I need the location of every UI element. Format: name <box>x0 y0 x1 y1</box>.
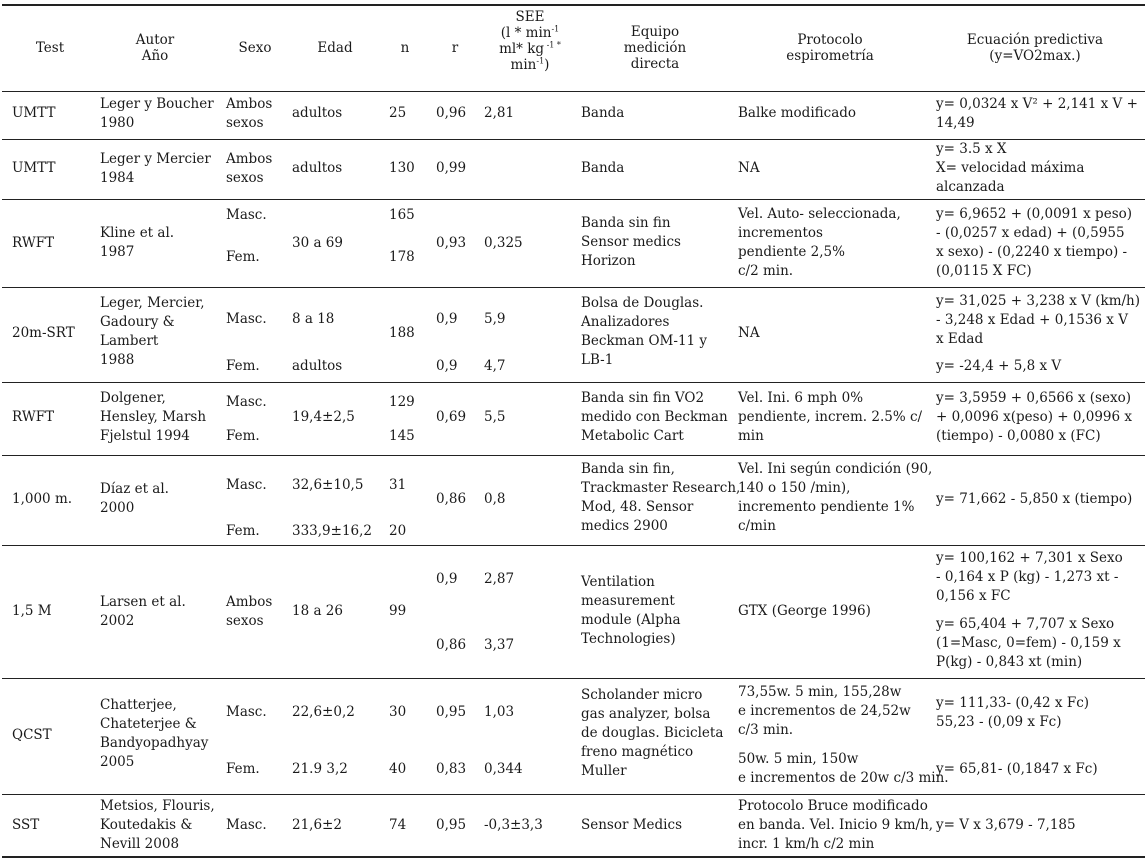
cell-r: 0,95 <box>436 817 467 833</box>
cell-n: 178 <box>389 249 415 265</box>
row-rule <box>2 455 1145 456</box>
header-see-line: SEE <box>515 9 545 25</box>
line: Metsios, Flouris, <box>100 798 215 814</box>
cell-see: 4,7 <box>484 358 506 374</box>
header-see-sup: -1 <box>551 24 560 34</box>
line: module (Alpha <box>581 612 681 628</box>
cell-sexo: Masc. <box>226 817 267 833</box>
line: Ambos <box>226 151 273 167</box>
cell-ecuacion <box>936 205 1132 281</box>
cell-r: 0,86 <box>436 637 467 653</box>
line: Mod, 48. Sensor <box>581 499 694 515</box>
line: y= 100,162 + 7,301 x Sexo <box>936 550 1123 566</box>
cell-equipo <box>581 460 740 536</box>
line: sexos <box>226 613 264 629</box>
cell-test: UMTT <box>12 160 56 176</box>
line: measurement <box>581 593 675 609</box>
cell-protocolo <box>738 389 922 446</box>
table-top-rule <box>2 4 1145 6</box>
line: de douglas. Bicicleta <box>581 725 724 741</box>
line: incrementos <box>738 225 823 241</box>
cell-edad: 19,4±2,5 <box>292 409 355 425</box>
cell-autor <box>100 294 205 370</box>
cell-n: 40 <box>389 761 407 777</box>
cell-edad: adultos <box>292 160 343 176</box>
line: y= 6,9652 + (0,0091 x peso) <box>936 206 1133 222</box>
line: Ambos <box>226 594 273 610</box>
line: x sexo) - (0,2240 x tiempo) - <box>936 244 1128 260</box>
line: - 3,248 x Edad + 0,1536 x V <box>936 312 1128 328</box>
cell-edad: 21.9 3,2 <box>292 761 348 777</box>
row-rule <box>2 287 1145 288</box>
cell-protocolo: GTX (George 1996) <box>738 603 871 619</box>
header-protocolo <box>740 32 920 64</box>
line: Koutedakis & <box>100 817 193 833</box>
cell-r: 0,9 <box>436 358 458 374</box>
cell-edad: 21,6±2 <box>292 817 342 833</box>
header-equipo <box>590 24 720 72</box>
line: e incrementos de 24,52w <box>738 703 911 719</box>
cell-protocolo <box>738 797 933 854</box>
header-autor <box>100 32 210 64</box>
cell-sexo: Masc. <box>226 394 267 410</box>
line: Technologies) <box>581 631 676 647</box>
line: Bolsa de Douglas. <box>581 295 704 311</box>
header-bottom-rule <box>2 91 1145 92</box>
header-see-part: ml* kg <box>499 41 545 57</box>
cell-n: 31 <box>389 477 407 493</box>
cell-see: 1,03 <box>484 704 515 720</box>
cell-edad: 30 a 69 <box>292 235 343 251</box>
line: y= 111,33- (0,42 x Fc) <box>936 695 1090 711</box>
header-edad: Edad <box>317 40 353 56</box>
cell-protocolo: NA <box>738 160 760 176</box>
line: Vel. Ini. 6 mph 0% <box>738 390 864 406</box>
line: sexos <box>226 115 264 131</box>
cell-see: 0,344 <box>484 761 523 777</box>
cell-ecuacion: y= V x 3,679 - 7,185 <box>936 817 1076 833</box>
line: Analizadores <box>581 314 670 330</box>
cell-n: 25 <box>389 105 407 121</box>
cell-n: 20 <box>389 523 407 539</box>
line: X= velocidad máxima <box>936 160 1085 176</box>
row-rule <box>2 382 1145 383</box>
line: freno magnético <box>581 744 694 760</box>
line: 1988 <box>100 352 135 368</box>
line: (0,0115 X FC) <box>936 263 1032 279</box>
cell-equipo: Banda <box>581 105 625 121</box>
cell-equipo <box>581 573 681 649</box>
line: Díaz et al. <box>100 481 169 497</box>
cell-r: 0,93 <box>436 235 467 251</box>
header-see-part: (l * min <box>500 25 552 41</box>
line: Sensor medics <box>581 234 681 250</box>
cell-test: 1,000 m. <box>12 491 73 507</box>
header-see <box>480 9 580 73</box>
line: Ambos <box>226 96 273 112</box>
cell-autor <box>100 696 208 772</box>
line: incremento pendiente 1% <box>738 499 915 515</box>
line: 73,55w. 5 min, 155,28w <box>738 684 902 700</box>
cell-r: 0,96 <box>436 105 467 121</box>
line: 2005 <box>100 754 135 770</box>
line: c/2 min. <box>738 263 794 279</box>
line: Kline et al. <box>100 225 175 241</box>
cell-sexo: Masc. <box>226 704 267 720</box>
line: 2000 <box>100 500 135 516</box>
line: 50w. 5 min, 150w <box>738 751 859 767</box>
header-see-sup: -1 <box>536 56 545 66</box>
line: + 0,0096 x(peso) + 0,0996 x <box>936 409 1133 425</box>
header-test: Test <box>35 40 65 56</box>
cell-r: 0,69 <box>436 409 467 425</box>
cell-edad: 8 a 18 <box>292 311 335 327</box>
cell-sexo: Fem. <box>226 523 260 539</box>
line: Lambert <box>100 333 159 349</box>
row-rule <box>2 545 1145 546</box>
cell-sexo: Fem. <box>226 358 260 374</box>
cell-ecuacion <box>936 549 1123 606</box>
header-protocolo-line: espirometría <box>786 48 874 64</box>
cell-equipo: Sensor Medics <box>581 817 682 833</box>
line: Bandyopadhyay <box>100 735 209 751</box>
line: Banda sin fin VO2 <box>581 390 705 406</box>
cell-ecuacion <box>936 140 1084 197</box>
cell-n: 99 <box>389 603 407 619</box>
line: y= 0,0324 x V² + 2,141 x V + <box>936 96 1138 112</box>
cell-autor <box>100 593 186 631</box>
cell-protocolo <box>738 750 949 788</box>
cell-n: 129 <box>389 394 415 410</box>
cell-sexo <box>226 593 272 631</box>
line: x Edad <box>936 331 984 347</box>
row-rule <box>2 199 1145 200</box>
cell-protocolo: NA <box>738 325 760 341</box>
cell-see: 2,87 <box>484 571 515 587</box>
line: (1=Masc, 0=fem) - 0,159 x <box>936 635 1121 651</box>
line: 1987 <box>100 244 135 260</box>
line: y= 65,404 + 7,707 x Sexo <box>936 616 1115 632</box>
cell-test: 20m-SRT <box>12 325 75 341</box>
cell-edad: 22,6±0,2 <box>292 704 355 720</box>
header-equipo-line: directa <box>630 56 680 72</box>
cell-edad: adultos <box>292 105 343 121</box>
line: Ventilation <box>581 574 655 590</box>
line: (tiempo) - 0,0080 x (FC) <box>936 428 1101 444</box>
line: Banda sin fin <box>581 215 671 231</box>
cell-autor <box>100 797 215 854</box>
cell-autor <box>100 480 169 518</box>
line: 1980 <box>100 115 135 131</box>
cell-equipo <box>581 389 728 446</box>
line: y= 31,025 + 3,238 x V (km/h) <box>936 293 1141 309</box>
table-bottom-rule <box>2 856 1145 858</box>
cell-autor <box>100 389 206 446</box>
line: 55,23 - (0,09 x Fc) <box>936 714 1062 730</box>
cell-test: SST <box>12 817 40 833</box>
line: sexos <box>226 170 264 186</box>
line: - (0,0257 x edad) + (0,5955 <box>936 225 1125 241</box>
cell-ecuacion: y= -24,4 + 5,8 x V <box>936 358 1062 374</box>
cell-r: 0,95 <box>436 704 467 720</box>
line: Dolgener, <box>100 390 166 406</box>
line: Nevill 2008 <box>100 836 180 852</box>
cell-n: 145 <box>389 428 415 444</box>
line: - 0,164 x P (kg) - 1,273 xt - <box>936 569 1119 585</box>
header-equipo-line: Equipo <box>630 24 680 40</box>
line: Gadoury & <box>100 314 175 330</box>
cell-autor <box>100 95 214 133</box>
cell-autor <box>100 224 174 262</box>
line: Scholander micro <box>581 687 703 703</box>
line: y= 3.5 x X <box>936 141 1007 157</box>
cell-sexo: Masc. <box>226 311 267 327</box>
header-see-part: ) <box>544 57 550 73</box>
cell-protocolo <box>738 205 901 281</box>
header-ecuacion-line: (y=VO2max.) <box>989 48 1081 64</box>
line: pendiente, increm. 2.5% c/ <box>738 409 923 425</box>
line: min <box>738 428 764 444</box>
line: medics 2900 <box>581 518 668 534</box>
line: Horizon <box>581 253 636 269</box>
line: 1984 <box>100 170 135 186</box>
cell-edad: 333,9±16,2 <box>292 523 373 539</box>
cell-r: 0,86 <box>436 491 467 507</box>
line: pendiente 2,5% <box>738 244 845 260</box>
cell-protocolo <box>738 683 911 740</box>
cell-see: 5,9 <box>484 311 506 327</box>
cell-sexo: Fem. <box>226 428 260 444</box>
cell-equipo <box>581 214 681 271</box>
cell-ecuacion <box>936 615 1121 672</box>
line: 140 o 150 /min), <box>738 480 851 496</box>
header-ecuacion <box>935 32 1135 64</box>
cell-n: 188 <box>389 325 415 341</box>
cell-n: 30 <box>389 704 407 720</box>
cell-edad: 18 a 26 <box>292 603 343 619</box>
line: c/3 min. <box>738 722 794 738</box>
cell-ecuacion <box>936 694 1089 732</box>
line: Chateterjee & <box>100 716 197 732</box>
cell-sexo: Masc. <box>226 477 267 493</box>
line: alcanzada <box>936 179 1005 195</box>
header-autor-line: Autor <box>135 32 175 48</box>
header-protocolo-line: Protocolo <box>797 32 863 48</box>
cell-r: 0,9 <box>436 311 458 327</box>
line: y= 3,5959 + 0,6566 x (sexo) <box>936 390 1131 406</box>
line: en banda. Vel. Inicio 9 km/h, <box>738 817 934 833</box>
row-rule <box>2 678 1145 679</box>
line: Vel. Auto- seleccionada, <box>738 206 901 222</box>
cell-edad: 32,6±10,5 <box>292 477 364 493</box>
cell-n: 130 <box>389 160 415 176</box>
cell-sexo <box>226 150 272 188</box>
cell-see: 3,37 <box>484 637 515 653</box>
cell-r: 0,83 <box>436 761 467 777</box>
cell-n: 165 <box>389 207 415 223</box>
line: Leger, Mercier, <box>100 295 205 311</box>
line: Vel. Ini según condición (90, <box>738 461 933 477</box>
cell-ecuacion <box>936 95 1138 133</box>
header-r: r <box>451 40 459 56</box>
cell-ecuacion <box>936 389 1132 446</box>
header-see-line <box>480 57 580 73</box>
header-sexo: Sexo <box>238 40 272 56</box>
header-n: n <box>400 40 410 56</box>
cell-ecuacion: y= 65,81- (0,1847 x Fc) <box>936 761 1098 777</box>
line: Leger y Boucher <box>100 96 214 112</box>
line: Muller <box>581 763 627 779</box>
line: 14,49 <box>936 115 975 131</box>
line: Protocolo Bruce modificado <box>738 798 928 814</box>
cell-sexo: Fem. <box>226 249 260 265</box>
line: Beckman OM-11 y <box>581 333 708 349</box>
line: incr. 1 km/h c/2 min <box>738 836 875 852</box>
cell-edad: adultos <box>292 358 343 374</box>
header-see-line <box>480 41 580 57</box>
header-equipo-line: medición <box>623 40 687 56</box>
line: medido con Beckman <box>581 409 728 425</box>
line: Trackmaster Research, <box>581 480 741 496</box>
line: Leger y Mercier <box>100 151 211 167</box>
cell-r: 0,99 <box>436 160 467 176</box>
header-ecuacion-line: Ecuación predictiva <box>966 32 1104 48</box>
cell-autor <box>100 150 211 188</box>
cell-equipo <box>581 294 707 370</box>
cell-see: 5,5 <box>484 409 506 425</box>
line: 0,156 x FC <box>936 588 1011 604</box>
header-see-part: min <box>510 57 537 73</box>
cell-protocolo: Balke modificado <box>738 105 857 121</box>
cell-n: 74 <box>389 817 407 833</box>
cell-see: -0,3±3,3 <box>484 817 543 833</box>
cell-sexo: Fem. <box>226 761 260 777</box>
cell-see: 0,8 <box>484 491 506 507</box>
cell-test: UMTT <box>12 105 56 121</box>
cell-ecuacion: y= 71,662 - 5,850 x (tiempo) <box>936 491 1133 507</box>
line: Chatterjee, <box>100 697 177 713</box>
row-rule <box>2 794 1145 795</box>
line: Larsen et al. <box>100 594 186 610</box>
line: P(kg) - 0,843 xt (min) <box>936 654 1083 670</box>
cell-protocolo <box>738 460 932 536</box>
line: e incrementos de 20w c/3 min. <box>738 770 949 786</box>
cell-test: 1,5 M <box>12 603 52 619</box>
cell-test: RWFT <box>12 409 55 425</box>
header-see-sup: -1 * <box>544 40 561 50</box>
line: Metabolic Cart <box>581 428 684 444</box>
cell-sexo <box>226 95 272 133</box>
cell-see: 2,81 <box>484 105 515 121</box>
line: 2002 <box>100 613 135 629</box>
cell-r: 0,9 <box>436 571 458 587</box>
cell-see: 0,325 <box>484 235 523 251</box>
line: Banda sin fin, <box>581 461 675 477</box>
cell-test: RWFT <box>12 235 55 251</box>
cell-test: QCST <box>12 727 52 743</box>
cell-equipo: Banda <box>581 160 625 176</box>
line: c/min <box>738 518 776 534</box>
header-see-line <box>480 25 580 41</box>
cell-equipo <box>581 686 723 781</box>
line: gas analyzer, bolsa <box>581 706 711 722</box>
line: Hensley, Marsh <box>100 409 207 425</box>
cell-ecuacion <box>936 292 1140 349</box>
cell-sexo: Masc. <box>226 207 267 223</box>
line: LB-1 <box>581 352 614 368</box>
header-autor-line: Año <box>141 48 169 64</box>
line: Fjelstul 1994 <box>100 428 190 444</box>
